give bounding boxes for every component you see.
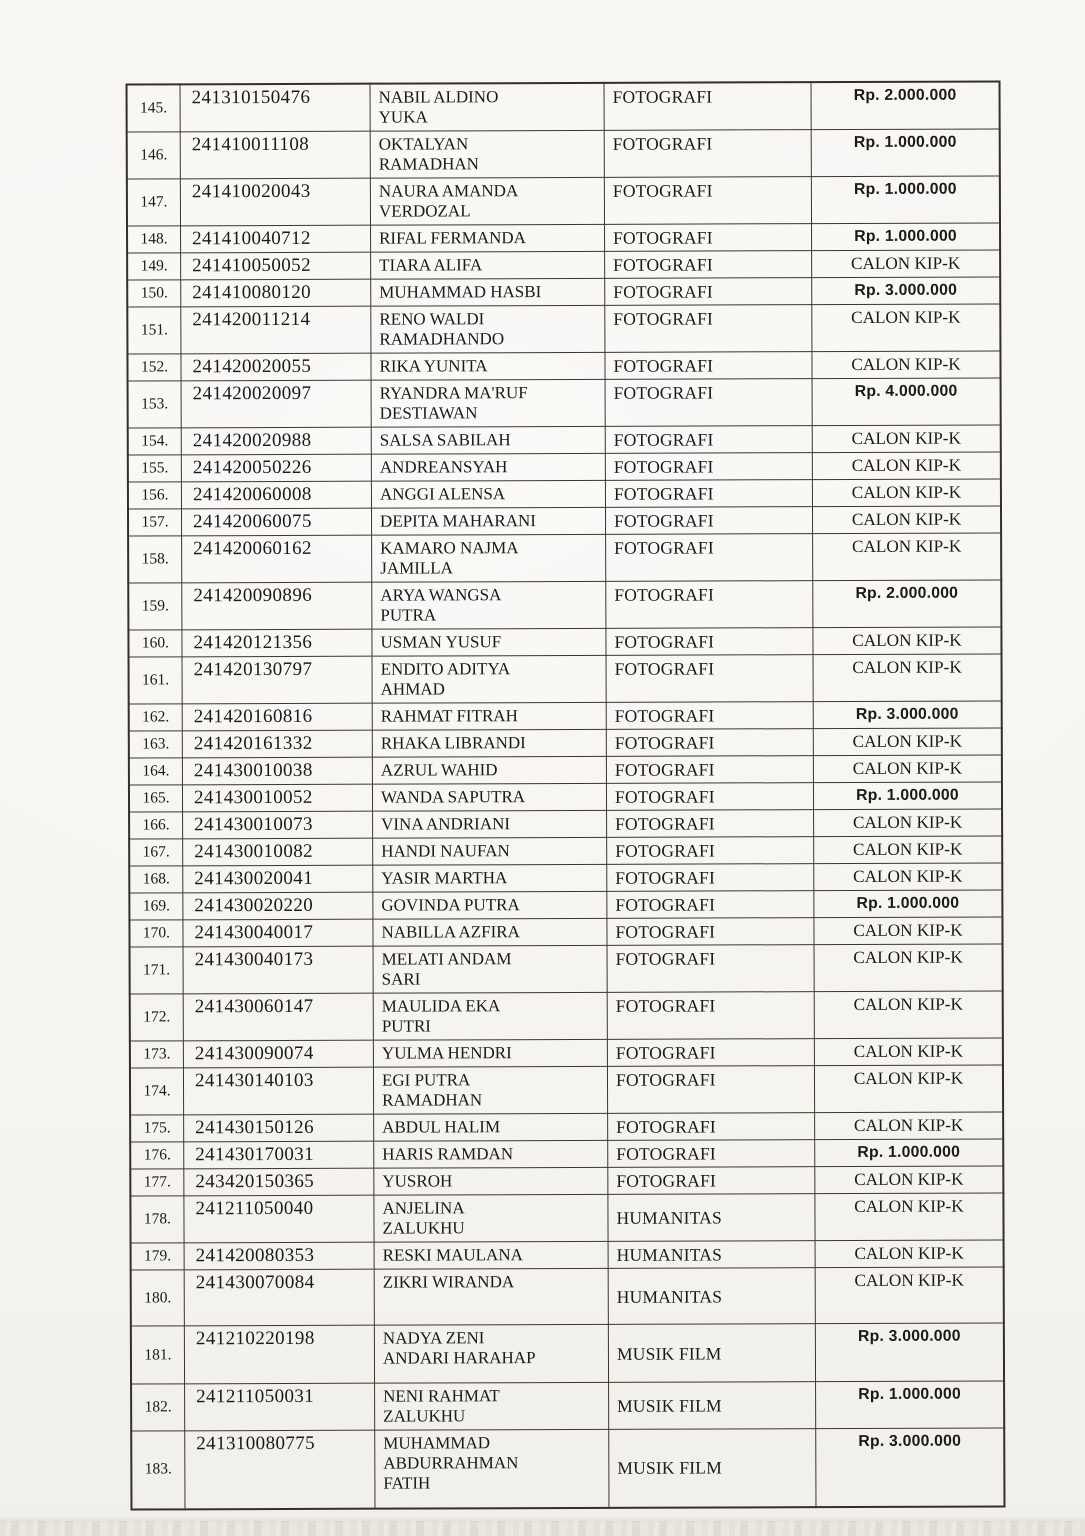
student-id-cell: 241430010073 [183,811,373,839]
student-id-cell: 241430040173 [183,946,373,994]
amount-cell: CALON KIP-K [814,917,1003,945]
amount-cell: CALON KIP-K [812,506,1001,534]
table-row [127,129,1000,179]
amount-cell: CALON KIP-K [812,425,1001,453]
category-cell: FOTOGRAFI [606,628,813,656]
row-number-cell: 164. [129,758,183,785]
amount-cell: Rp. 4.000.000 [812,378,1001,426]
student-id-cell: 241420050226 [181,454,371,482]
amount-cell: CALON KIP-K [815,1112,1004,1140]
student-id-cell: 241430010038 [182,757,372,785]
student-name-cell: MAULIDA EKA PUTRI [373,992,607,1040]
category-cell: FOTOGRAFI [605,251,812,279]
student-id-cell: 241430060147 [183,993,373,1041]
amount-cell: Rp. 1.000.000 [812,223,1001,251]
amount-cell: CALON KIP-K [815,1166,1004,1194]
student-id-cell: 241211050040 [184,1195,374,1243]
student-name-cell: ENDITO ADITYA AHMAD [372,655,606,703]
amount-cell: Rp. 3.000.000 [812,277,1001,305]
category-cell: MUSIK FILM [609,1429,816,1508]
table-row [130,1112,1003,1142]
category-cell: FOTOGRAFI [607,1066,814,1114]
amount-cell: Rp. 1.000.000 [814,890,1003,918]
student-id-cell: 241420060162 [182,535,372,583]
category-cell: FOTOGRAFI [605,224,812,252]
row-number-cell: 181. [131,1326,185,1384]
row-number-cell: 173. [130,1041,184,1068]
row-number-cell: 147. [127,179,181,226]
amount-cell: CALON KIP-K [812,479,1001,507]
table-body [127,81,1005,1509]
row-number-cell: 183. [131,1431,185,1509]
table-row [128,479,1001,509]
category-cell: FOTOGRAFI [607,945,814,993]
student-id-cell: 241310150476 [180,84,370,132]
category-cell: FOTOGRAFI [606,534,813,582]
amount-cell: CALON KIP-K [815,1240,1004,1268]
student-id-cell: 241410050052 [181,252,371,280]
student-name-cell: NADYA ZENI ANDARI HARAHAP [374,1324,608,1383]
student-id-cell: 241430170031 [184,1141,374,1169]
amount-cell: Rp. 2.000.000 [813,580,1002,628]
student-id-cell: 243420150365 [184,1168,374,1196]
student-name-cell: MUHAMMAD HASBI [371,278,605,306]
row-number-cell: 158. [128,536,182,583]
amount-cell: CALON KIP-K [814,836,1003,864]
student-id-cell: 241410020043 [180,178,370,226]
row-number-cell: 152. [127,354,181,381]
table-row [131,1428,1004,1509]
student-id-cell: 241420161332 [182,730,372,758]
table-row [129,782,1002,812]
amount-cell: CALON KIP-K [815,1193,1004,1241]
table-row [127,277,1000,307]
table-row [127,351,1000,381]
category-cell: FOTOGRAFI [606,655,813,703]
amount-cell: Rp. 1.000.000 [811,176,1000,224]
student-name-cell: MUHAMMAD ABDURRAHMAN FATIH [375,1429,609,1508]
amount-cell: CALON KIP-K [813,654,1002,702]
student-name-cell: NENI RAHMAT ZALUKHU [375,1382,609,1430]
row-number-cell: 149. [127,253,181,280]
category-cell: FOTOGRAFI [607,918,814,946]
category-cell: FOTOGRAFI [605,453,812,481]
row-number-cell: 154. [128,428,182,455]
table-row [127,223,1000,253]
table-row [128,452,1001,482]
student-id-cell: 241420060008 [181,481,371,509]
student-id-cell: 241410011108 [180,131,370,179]
amount-cell: CALON KIP-K [813,533,1002,581]
table-row [128,627,1001,657]
row-number-cell: 168. [129,866,183,893]
student-id-cell: 241420160816 [182,703,372,731]
category-cell: FOTOGRAFI [605,426,812,454]
category-cell: HUMANITAS [608,1241,815,1269]
table-row [128,425,1001,455]
amount-cell: Rp. 2.000.000 [811,81,1000,129]
table-row [127,304,1000,354]
amount-cell: Rp. 1.000.000 [811,129,1000,177]
table-row [127,250,1000,280]
student-name-cell: ANDREANSYAH [371,453,605,481]
table-row [129,654,1002,704]
student-id-cell: 241420011214 [181,306,371,354]
amount-cell: Rp. 3.000.000 [813,701,1002,729]
amount-cell: CALON KIP-K [814,944,1003,992]
table-row [129,728,1002,758]
table-row [131,1240,1004,1270]
category-cell: HUMANITAS [608,1194,815,1242]
table-row [130,1166,1003,1196]
student-name-cell: ANGGI ALENSA [371,480,605,508]
table-row [128,580,1001,630]
student-id-cell: 241420020055 [181,353,371,381]
category-cell: FOTOGRAFI [608,1113,815,1141]
student-id-cell: 241430040017 [183,919,373,947]
amount-cell: Rp. 3.000.000 [815,1323,1004,1382]
row-number-cell: 153. [128,381,182,428]
category-cell: FOTOGRAFI [605,480,812,508]
row-number-cell: 182. [131,1384,185,1431]
category-cell: FOTOGRAFI [606,729,813,757]
student-name-cell: ARYA WANGSA PUTRA [372,581,606,629]
category-cell: FOTOGRAFI [605,352,812,380]
student-name-cell: AZRUL WAHID [372,756,606,784]
row-number-cell: 165. [129,785,183,812]
category-cell: FOTOGRAFI [606,756,813,784]
row-number-cell: 171. [130,947,184,994]
table-row [131,1267,1004,1326]
student-name-cell: NABIL ALDINO YUKA [370,83,604,131]
recipient-table [126,80,1006,1510]
student-name-cell: MELATI ANDAM SARI [373,945,607,993]
student-name-cell: NABILLA AZFIRA [373,918,607,946]
table-row [129,890,1002,920]
student-id-cell: 241211050031 [185,1383,375,1431]
table-row [127,81,1000,132]
amount-cell: CALON KIP-K [813,755,1002,783]
row-number-cell: 169. [129,893,183,920]
row-number-cell: 177. [130,1169,184,1196]
table-row [129,863,1002,893]
student-name-cell: YASIR MARTHA [373,864,607,892]
row-number-cell: 145. [127,84,181,132]
row-number-cell: 157. [128,509,182,536]
row-number-cell: 162. [129,704,183,731]
student-name-cell: YUSROH [374,1167,608,1195]
table-row [129,809,1002,839]
category-cell: FOTOGRAFI [608,1167,815,1195]
table-row [128,506,1001,536]
table-row [130,1193,1003,1243]
student-id-cell: 241210220198 [184,1325,374,1384]
student-name-cell: WANDA SAPUTRA [372,783,606,811]
category-cell: FOTOGRAFI [604,82,811,130]
row-number-cell: 160. [128,630,182,657]
row-number-cell: 159. [128,583,182,630]
student-name-cell: HANDI NAUFAN [373,837,607,865]
row-number-cell: 170. [129,920,183,947]
category-cell: FOTOGRAFI [607,864,814,892]
student-name-cell: EGI PUTRA RAMADHAN [373,1066,607,1114]
row-number-cell: 163. [129,731,183,758]
student-name-cell: GOVINDA PUTRA [373,891,607,919]
table-row [130,1139,1003,1169]
category-cell: MUSIK FILM [609,1382,816,1430]
student-id-cell: 241420060075 [181,508,371,536]
category-cell: MUSIK FILM [608,1324,815,1383]
row-number-cell: 178. [130,1196,184,1243]
student-id-cell: 241420090896 [182,582,372,630]
row-number-cell: 148. [127,226,181,253]
student-name-cell: RHAKA LIBRANDI [372,729,606,757]
table-row [130,1065,1003,1115]
amount-cell: CALON KIP-K [813,728,1002,756]
category-cell: FOTOGRAFI [604,177,811,225]
table-row [129,755,1002,785]
category-cell: FOTOGRAFI [605,278,812,306]
category-cell: FOTOGRAFI [607,891,814,919]
student-name-cell: OKTALYAN RAMADHAN [370,130,604,178]
student-id-cell: 241430010082 [183,838,373,866]
table-row [129,917,1002,947]
category-cell: FOTOGRAFI [606,783,813,811]
table-row [127,176,1000,226]
category-cell: HUMANITAS [608,1268,815,1325]
amount-cell: CALON KIP-K [812,304,1001,352]
row-number-cell: 161. [129,657,183,704]
student-id-cell: 241430070084 [184,1269,374,1326]
student-id-cell: 241430020220 [183,892,373,920]
student-name-cell: ZIKRI WIRANDA [374,1268,608,1325]
student-id-cell: 241410080120 [181,279,371,307]
table-row [130,991,1003,1041]
amount-cell: CALON KIP-K [812,250,1001,278]
row-number-cell: 174. [130,1068,184,1115]
student-id-cell: 241420080353 [184,1242,374,1270]
student-id-cell: 241420020097 [181,380,371,428]
student-name-cell: YULMA HENDRI [373,1039,607,1067]
amount-cell: Rp. 1.000.000 [815,1139,1004,1167]
scan-artifact-band [0,1521,1085,1536]
student-name-cell: KAMARO NAJMA JAMILLA [372,534,606,582]
student-id-cell: 241310080775 [185,1430,375,1509]
category-cell: FOTOGRAFI [606,702,813,730]
table-row [130,1038,1003,1068]
amount-cell: CALON KIP-K [814,991,1003,1039]
row-number-cell: 172. [130,994,184,1041]
student-id-cell: 241430140103 [183,1067,373,1115]
row-number-cell: 176. [130,1142,184,1169]
category-cell: FOTOGRAFI [608,1140,815,1168]
student-id-cell: 241430150126 [184,1114,374,1142]
row-number-cell: 167. [129,839,183,866]
amount-cell: Rp. 1.000.000 [816,1381,1005,1429]
row-number-cell: 175. [130,1115,184,1142]
student-id-cell: 241430090074 [183,1040,373,1068]
student-id-cell: 241430020041 [183,865,373,893]
student-name-cell: USMAN YUSUF [372,628,606,656]
amount-cell: Rp. 3.000.000 [816,1428,1005,1507]
amount-cell: CALON KIP-K [814,1065,1003,1113]
table-row [129,701,1002,731]
student-name-cell: ANJELINA ZALUKHU [374,1194,608,1242]
student-name-cell: RIFAL FERMANDA [371,224,605,252]
student-name-cell: ABDUL HALIM [374,1113,608,1141]
table-row [128,378,1001,428]
category-cell: FOTOGRAFI [605,305,812,353]
student-name-cell: RIKA YUNITA [371,352,605,380]
category-cell: FOTOGRAFI [604,130,811,178]
student-name-cell: SALSA SABILAH [371,426,605,454]
category-cell: FOTOGRAFI [607,1039,814,1067]
student-id-cell: 241420121356 [182,629,372,657]
student-name-cell: HARIS RAMDAN [374,1140,608,1168]
student-name-cell: NAURA AMANDA VERDOZAL [370,177,604,225]
amount-cell: Rp. 1.000.000 [813,782,1002,810]
amount-cell: CALON KIP-K [815,1267,1004,1324]
amount-cell: CALON KIP-K [812,452,1001,480]
category-cell: FOTOGRAFI [605,507,812,535]
row-number-cell: 146. [127,132,181,179]
student-name-cell: TIARA ALIFA [371,251,605,279]
student-name-cell: DEPITA MAHARANI [371,507,605,535]
student-id-cell: 241410040712 [181,225,371,253]
amount-cell: CALON KIP-K [813,627,1002,655]
row-number-cell: 155. [128,455,182,482]
student-name-cell: RAHMAT FITRAH [372,702,606,730]
row-number-cell: 179. [131,1243,185,1270]
category-cell: FOTOGRAFI [607,837,814,865]
category-cell: FOTOGRAFI [605,379,812,427]
row-number-cell: 166. [129,812,183,839]
amount-cell: CALON KIP-K [812,351,1001,379]
category-cell: FOTOGRAFI [607,810,814,838]
table-row [131,1381,1004,1431]
table-row [130,944,1003,994]
student-id-cell: 241420130797 [182,656,372,704]
table-row [129,836,1002,866]
row-number-cell: 156. [128,482,182,509]
amount-cell: CALON KIP-K [814,809,1003,837]
category-cell: FOTOGRAFI [607,992,814,1040]
category-cell: FOTOGRAFI [606,581,813,629]
table-row [128,533,1001,583]
student-id-cell: 241420020988 [181,427,371,455]
student-name-cell: VINA ANDRIANI [373,810,607,838]
student-name-cell: RESKI MAULANA [374,1241,608,1269]
row-number-cell: 180. [131,1270,185,1326]
amount-cell: CALON KIP-K [814,1038,1003,1066]
row-number-cell: 150. [127,280,181,307]
table-row [131,1323,1004,1384]
row-number-cell: 151. [127,307,181,354]
student-name-cell: RENO WALDI RAMADHANDO [371,305,605,353]
student-name-cell: RYANDRA MA'RUF DESTIAWAN [371,379,605,427]
amount-cell: CALON KIP-K [814,863,1003,891]
student-id-cell: 241430010052 [182,784,372,812]
